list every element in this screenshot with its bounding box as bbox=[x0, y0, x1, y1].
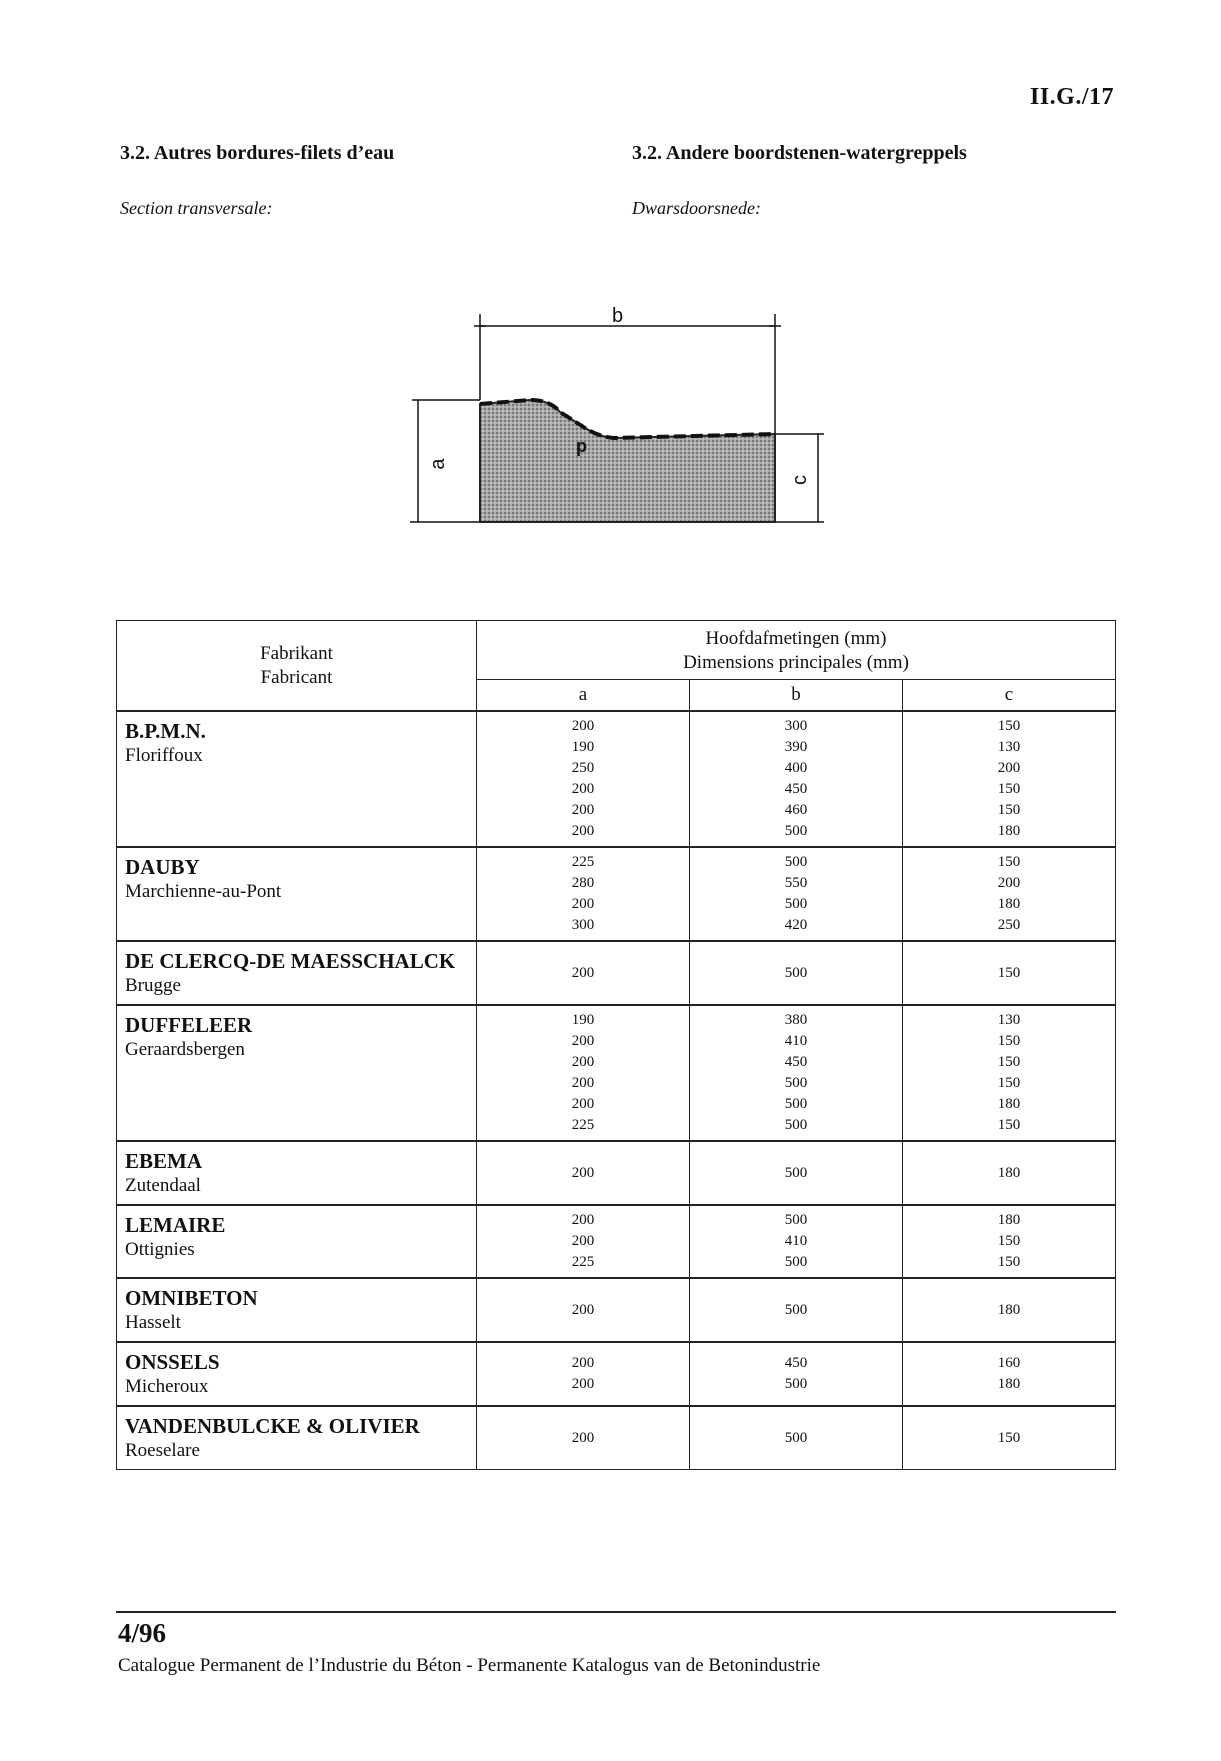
dimension-c-cell bbox=[902, 941, 1115, 1005]
dimension-a-value: 200 bbox=[571, 1429, 595, 1446]
maker-town: Floriffoux bbox=[125, 745, 203, 766]
column-header-c: c bbox=[902, 680, 1115, 712]
dimension-c-cell bbox=[902, 1141, 1115, 1205]
dimension-a-cell bbox=[477, 1005, 690, 1141]
dimension-b-value: 500 bbox=[784, 1212, 808, 1228]
dimension-c-value: 180 bbox=[997, 1164, 1021, 1181]
maker-town: Hasselt bbox=[125, 1312, 181, 1333]
dimension-b-cell bbox=[689, 1205, 902, 1278]
label-b: b bbox=[612, 305, 624, 327]
dimension-c-value: 150 bbox=[997, 1233, 1021, 1249]
maker-name: DAUBY bbox=[125, 855, 200, 879]
dimension-b-value: 450 bbox=[784, 1054, 808, 1070]
dimension-c-cell bbox=[902, 1205, 1115, 1278]
dimension-b-value: 500 bbox=[784, 896, 808, 912]
dimension-c-value: 200 bbox=[997, 875, 1021, 891]
dimension-a-value: 200 bbox=[571, 1212, 595, 1228]
dimension-c-value: 130 bbox=[997, 1012, 1021, 1028]
dimension-b-value: 450 bbox=[784, 1355, 808, 1371]
table-row bbox=[117, 941, 1116, 1005]
dimension-a-cell bbox=[477, 1406, 690, 1470]
dimension-c-value: 160 bbox=[997, 1355, 1021, 1371]
dimension-b-value: 500 bbox=[784, 1376, 808, 1392]
dimension-a-cell bbox=[477, 1141, 690, 1205]
dimension-c-cell bbox=[902, 711, 1115, 847]
dimensions-header bbox=[477, 621, 1116, 680]
maker-cell bbox=[117, 941, 477, 1005]
dimension-c-value: 180 bbox=[997, 1096, 1021, 1112]
dimension-a-value: 200 bbox=[571, 718, 595, 734]
dimension-a-value: 200 bbox=[571, 823, 595, 839]
dimension-a-value: 225 bbox=[571, 854, 595, 870]
table-row bbox=[117, 1278, 1116, 1342]
cross-section-diagram bbox=[400, 296, 840, 546]
maker-town: Geraardsbergen bbox=[125, 1039, 245, 1060]
maker-cell bbox=[117, 1342, 477, 1406]
dimension-b-cell bbox=[689, 1342, 902, 1406]
maker-name: DE CLERCQ-DE MAESSCHALCK bbox=[125, 949, 456, 973]
dimension-b-value: 500 bbox=[784, 1254, 808, 1270]
dimension-c-cell bbox=[902, 1406, 1115, 1470]
dimension-b-value: 500 bbox=[784, 1117, 808, 1133]
dimension-c-value: 150 bbox=[997, 1429, 1021, 1446]
dimension-c-value: 250 bbox=[997, 917, 1021, 933]
maker-cell bbox=[117, 1205, 477, 1278]
dimension-a-value: 225 bbox=[571, 1254, 595, 1270]
dimension-b-value: 500 bbox=[784, 1164, 808, 1181]
dimension-b-value: 500 bbox=[784, 964, 808, 981]
dimension-b-value: 500 bbox=[784, 1301, 808, 1318]
dimension-c-value: 150 bbox=[997, 1117, 1021, 1133]
maker-name: DUFFELEER bbox=[125, 1013, 253, 1037]
dimension-a-value: 200 bbox=[571, 1096, 595, 1112]
dimension-c-cell bbox=[902, 1005, 1115, 1141]
dimension-b-value: 390 bbox=[784, 739, 808, 755]
dimension-b-cell bbox=[689, 941, 902, 1005]
dimension-b-value: 420 bbox=[784, 917, 808, 933]
dimension-c-value: 200 bbox=[997, 760, 1021, 776]
dimension-b-value: 500 bbox=[784, 854, 808, 870]
dimension-b-value: 460 bbox=[784, 802, 808, 818]
dimension-c-value: 150 bbox=[997, 854, 1021, 870]
dimension-a-value: 200 bbox=[571, 1164, 595, 1181]
dimension-a-value: 200 bbox=[571, 1033, 595, 1049]
dimension-a-cell bbox=[477, 1342, 690, 1406]
label-p: p bbox=[576, 436, 587, 456]
dimension-a-value: 190 bbox=[571, 739, 595, 755]
maker-header-nl: Fabrikant bbox=[260, 642, 333, 664]
dimension-c-value: 180 bbox=[997, 896, 1021, 912]
dimension-c-value: 180 bbox=[997, 823, 1021, 839]
dimension-a-cell bbox=[477, 941, 690, 1005]
dimension-a-value: 200 bbox=[571, 802, 595, 818]
footer-page-number: 4/96 bbox=[118, 1618, 167, 1648]
table-row bbox=[117, 1406, 1116, 1470]
dimension-b-value: 380 bbox=[784, 1012, 808, 1028]
dimension-c-value: 150 bbox=[997, 1054, 1021, 1070]
dimension-c-cell bbox=[902, 847, 1115, 941]
dimension-c-value: 150 bbox=[997, 1075, 1021, 1091]
maker-cell bbox=[117, 711, 477, 847]
dimension-a-cell bbox=[477, 847, 690, 941]
maker-name: EBEMA bbox=[125, 1149, 203, 1173]
dimensions-header-nl: Hoofdafmetingen (mm) bbox=[705, 628, 887, 649]
table-body bbox=[117, 711, 1116, 1470]
page-reference: II.G./17 bbox=[1030, 84, 1115, 110]
dimension-b-cell bbox=[689, 847, 902, 941]
maker-town: Marchienne-au-Pont bbox=[125, 881, 282, 902]
dimensions-table bbox=[116, 620, 1116, 1470]
maker-cell bbox=[117, 847, 477, 941]
maker-name: OMNIBETON bbox=[125, 1286, 258, 1310]
dimension-a-value: 200 bbox=[571, 1075, 595, 1091]
label-a: a bbox=[427, 458, 449, 470]
dimension-a-value: 250 bbox=[571, 760, 595, 776]
dimension-c-value: 180 bbox=[997, 1301, 1021, 1318]
dimension-b-value: 500 bbox=[784, 1429, 808, 1446]
dimension-a-value: 280 bbox=[571, 875, 595, 891]
dimensions-header-fr: Dimensions principales (mm) bbox=[683, 652, 909, 673]
dimension-a-value: 200 bbox=[571, 1301, 595, 1318]
section-subtitle-nl: Dwarsdoorsnede: bbox=[632, 198, 761, 218]
dimension-b-value: 550 bbox=[784, 875, 808, 891]
table-row bbox=[117, 1342, 1116, 1406]
maker-name: ONSSELS bbox=[125, 1350, 220, 1374]
dimension-a-value: 200 bbox=[571, 1054, 595, 1070]
maker-town: Micheroux bbox=[125, 1376, 209, 1397]
section-subtitle-fr: Section transversale: bbox=[120, 198, 273, 218]
maker-town: Brugge bbox=[125, 975, 181, 996]
curb-profile-shape bbox=[480, 400, 775, 522]
dimension-b-value: 500 bbox=[784, 1096, 808, 1112]
dimension-a-cell bbox=[477, 1205, 690, 1278]
section-title-fr: 3.2. Autres bordures-filets d’eau bbox=[120, 142, 395, 164]
dimension-b-cell bbox=[689, 1406, 902, 1470]
table-row bbox=[117, 1005, 1116, 1141]
dimension-c-value: 150 bbox=[997, 964, 1021, 981]
maker-cell bbox=[117, 1278, 477, 1342]
dimension-a-value: 225 bbox=[571, 1117, 595, 1133]
dimension-a-value: 300 bbox=[571, 917, 595, 933]
maker-town: Ottignies bbox=[125, 1239, 195, 1260]
maker-town: Zutendaal bbox=[125, 1175, 201, 1196]
dimension-b-value: 500 bbox=[784, 823, 808, 839]
dimension-b-value: 410 bbox=[784, 1233, 808, 1249]
dimension-c-value: 150 bbox=[997, 1254, 1021, 1270]
dimension-c-cell bbox=[902, 1278, 1115, 1342]
dimension-c-value: 150 bbox=[997, 802, 1021, 818]
maker-town: Roeselare bbox=[125, 1440, 200, 1461]
dimension-b-value: 400 bbox=[784, 760, 808, 776]
maker-name: VANDENBULCKE & OLIVIER bbox=[125, 1414, 420, 1438]
section-title-nl: 3.2. Andere boordstenen-watergreppels bbox=[632, 142, 967, 164]
dimension-c-value: 180 bbox=[997, 1212, 1021, 1228]
dimension-c-cell bbox=[902, 1342, 1115, 1406]
dimension-b-value: 410 bbox=[784, 1033, 808, 1049]
table-row bbox=[117, 1141, 1116, 1205]
column-header-a: a bbox=[477, 680, 690, 712]
dimension-c-value: 150 bbox=[997, 1033, 1021, 1049]
dimension-a-value: 190 bbox=[571, 1012, 595, 1028]
table-row bbox=[117, 847, 1116, 941]
maker-cell bbox=[117, 1141, 477, 1205]
dimension-b-cell bbox=[689, 1278, 902, 1342]
dimension-b-cell bbox=[689, 1005, 902, 1141]
footer-rule bbox=[116, 1611, 1116, 1613]
dimension-c-value: 150 bbox=[997, 718, 1021, 734]
maker-name: LEMAIRE bbox=[125, 1213, 226, 1237]
dimension-a-cell bbox=[477, 711, 690, 847]
dimension-c-value: 130 bbox=[997, 739, 1021, 755]
footer-catalogue-title: Catalogue Permanent de l’Industrie du Béton - Permanente Katalogus van de Betonindustrie bbox=[118, 1655, 821, 1676]
dimension-a-value: 200 bbox=[571, 1355, 595, 1371]
dimension-a-value: 200 bbox=[571, 896, 595, 912]
dimension-b-value: 500 bbox=[784, 1075, 808, 1091]
table-row bbox=[117, 1205, 1116, 1278]
column-header-b: b bbox=[689, 680, 902, 712]
dimension-b-value: 300 bbox=[784, 718, 808, 734]
maker-header bbox=[117, 621, 477, 712]
maker-cell bbox=[117, 1406, 477, 1470]
table-row bbox=[117, 711, 1116, 847]
maker-name: B.P.M.N. bbox=[125, 719, 206, 743]
dimension-a-value: 200 bbox=[571, 1233, 595, 1249]
dimension-a-value: 200 bbox=[571, 964, 595, 981]
maker-header-fr: Fabricant bbox=[260, 666, 333, 688]
dimension-c-value: 150 bbox=[997, 781, 1021, 797]
dimension-a-cell bbox=[477, 1278, 690, 1342]
dimension-a-value: 200 bbox=[571, 781, 595, 797]
label-c: c bbox=[789, 475, 811, 485]
dimension-b-value: 450 bbox=[784, 781, 808, 797]
dimension-b-cell bbox=[689, 711, 902, 847]
dimension-a-value: 200 bbox=[571, 1376, 595, 1392]
dimension-b-cell bbox=[689, 1141, 902, 1205]
dimension-c-value: 180 bbox=[997, 1376, 1021, 1392]
maker-cell bbox=[117, 1005, 477, 1141]
